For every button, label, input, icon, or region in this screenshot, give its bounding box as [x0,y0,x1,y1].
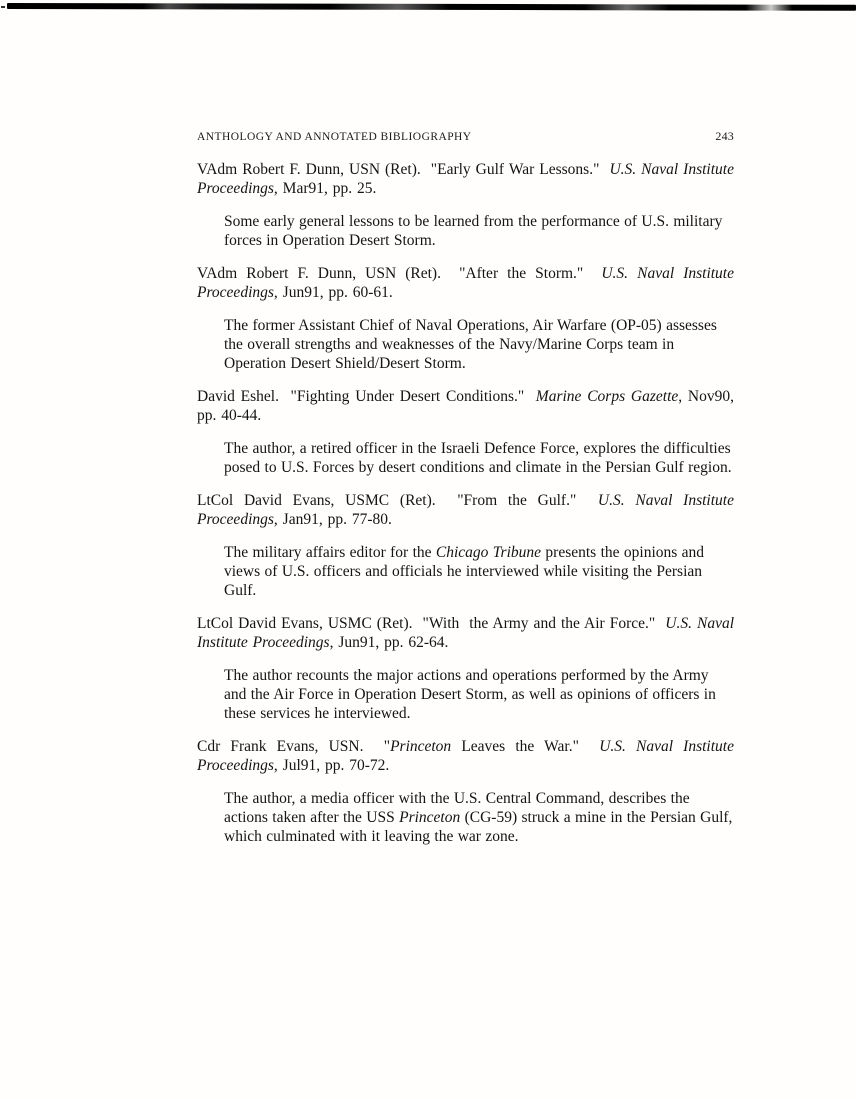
annotation [197,439,734,477]
text-segment: The military affairs editor for the [224,544,436,561]
annotation [197,543,734,600]
text-segment: Leaves the War." [451,738,600,755]
bibliography-entry [197,264,734,373]
page-number: 243 [715,129,734,143]
text-segment: , Mar91, pp. 25. [273,180,377,197]
text-segment: , Nov90, pp. 40-44. [197,388,734,424]
text-segment: LtCol David Evans, USMC (Ret). "From the Gulf." [197,492,598,509]
italic-text-segment: U.S. Naval Institute Proceedings [197,161,734,197]
italic-text-segment: Chicago Tribune [435,544,542,561]
annotation [197,212,734,250]
italic-text-segment: Princeton [399,809,461,826]
scan-artifact-bar [7,3,856,11]
text-segment: , Jun91, pp. 62-64. [329,634,449,651]
text-segment: The author recounts the major actions and operations performed by the Army and the Air Force in Operation Desert Storm, as well as opinions of officers in these services he interviewed. [224,667,716,722]
citation [197,264,734,302]
citation [197,160,734,198]
bibliography-entry [197,160,734,250]
text-segment: David Eshel. "Fighting Under Desert Conditions." [197,388,536,405]
page-content [197,129,734,846]
text-segment: VAdm Robert F. Dunn, USN (Ret). "Early Gulf War Lessons." [197,161,610,178]
scan-artifact-speck [1,6,5,8]
text-segment: , Jan91, pp. 77-80. [273,511,392,528]
citation [197,737,734,775]
text-segment: The author, a retired officer in the Israeli Defence Force, explores the difficulties posed to U.S. Forces by desert conditions and climate in the Persian Gulf region. [224,440,732,476]
bibliography-entry [197,737,734,846]
text-segment: presents the opinions and views of U.S. officers and officials he interviewed while visiting the Persian Gulf. [224,544,705,599]
text-segment: The former Assistant Chief of Naval Operations, Air Warfare (OP-05) assesses the overall strengths and weaknesses of the Navy/Marine Corps team in Operation Desert Shield/Desert Storm. [224,317,717,372]
text-segment: LtCol David Evans, USMC (Ret). "With the Army and the Air Force." [197,615,666,632]
running-header [197,129,734,144]
bibliography-entry [197,614,734,723]
bibliography-entry [197,387,734,477]
italic-text-segment: U.S. Naval Institute Proceedings [197,492,734,528]
italic-text-segment: Marine Corps Gazette [535,388,679,405]
italic-text-segment: U.S. Naval Institute Proceedings [197,265,734,301]
bibliography-list [197,160,734,846]
italic-text-segment: U.S. Naval Institute Proceedings [197,615,734,651]
text-segment: , Jun91, pp. 60-61. [273,284,393,301]
text-segment: (CG-59) struck a mine in the Persian Gulf, which culminated with it leaving the war zone. [224,809,733,845]
annotation [197,316,734,373]
text-segment: The author, a media officer with the U.S. Central Command, describes the actions taken after the USS [224,790,690,826]
text-segment: Cdr Frank Evans, USN. " [197,738,391,755]
citation [197,614,734,652]
italic-text-segment: Princeton [390,738,452,755]
header-title: ANTHOLOGY AND ANNOTATED BIBLIOGRAPHY [197,131,472,143]
bibliography-entry [197,491,734,600]
citation [197,387,734,425]
italic-text-segment: U.S. Naval Institute Proceedings [197,738,734,774]
text-segment: , Jul91, pp. 70-72. [273,757,390,774]
annotation [197,789,734,846]
text-segment: Some early general lessons to be learned from the performance of U.S. military forces in Operation Desert Storm. [224,213,723,249]
text-segment: VAdm Robert F. Dunn, USN (Ret). "After the Storm." [197,265,602,282]
citation [197,491,734,529]
annotation [197,666,734,723]
